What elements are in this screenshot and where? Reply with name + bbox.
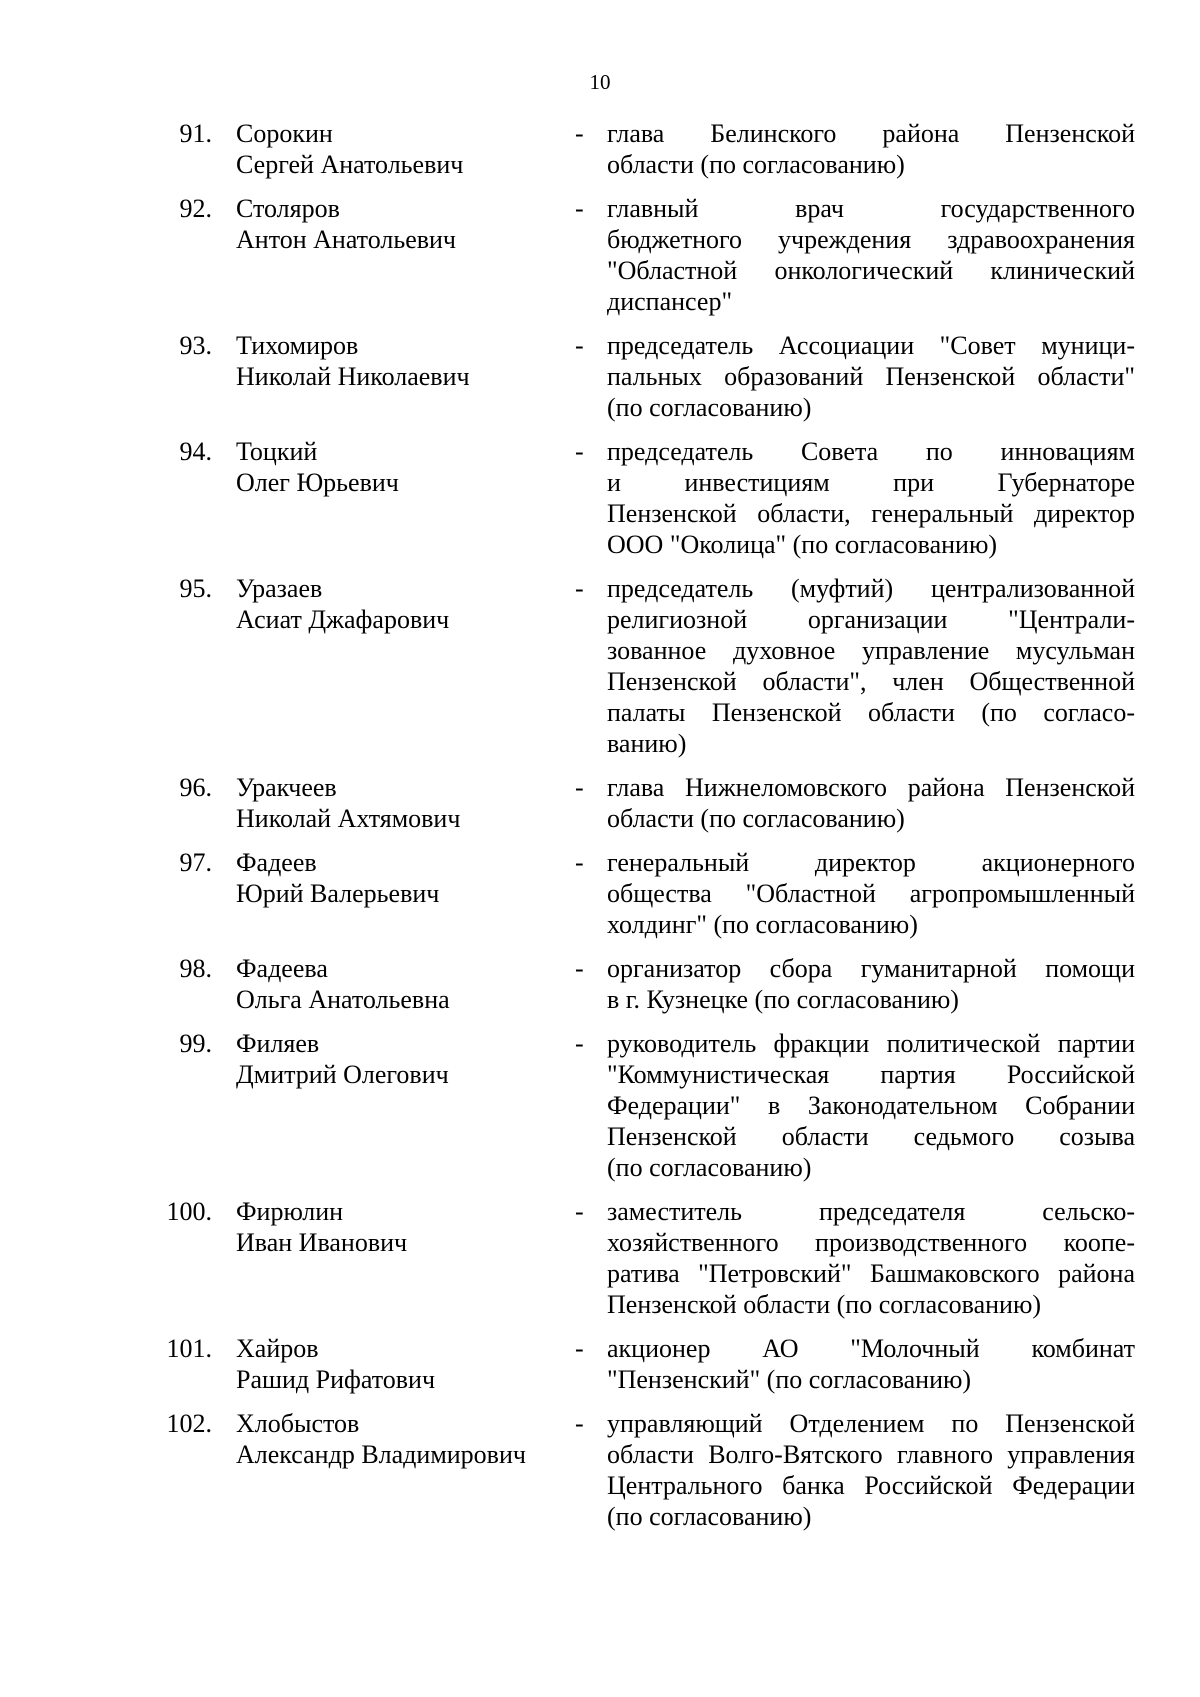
description-line: председатель Совета по инновациям (607, 437, 1135, 466)
description-line: руководитель фракции политической партии (607, 1029, 1135, 1058)
surname: Фирюлин (236, 1197, 344, 1226)
person-name (236, 1333, 566, 1395)
entry-number: 91. (179, 119, 212, 148)
description-line: Пензенской области, генеральный директор (607, 499, 1135, 528)
separator-dash: - (575, 1409, 584, 1438)
given-names: Рашид Рифатович (236, 1365, 436, 1394)
position-description (607, 772, 1135, 834)
list-item (0, 1333, 1200, 1395)
separator-dash: - (575, 437, 584, 466)
person-name (236, 772, 566, 834)
description-line: религиозной организации "Централи- (607, 605, 1135, 634)
description-line: бюджетного учреждения здравоохранения (607, 225, 1135, 254)
entry-number: 95. (179, 574, 212, 603)
entry-number: 101. (166, 1334, 212, 1363)
description-line: генеральный директор акционерного (607, 848, 1135, 877)
surname: Тихомиров (236, 331, 359, 360)
separator-dash: - (575, 119, 584, 148)
list-item (0, 573, 1200, 759)
separator-dash: - (575, 954, 584, 983)
given-names: Николай Николаевич (236, 362, 470, 391)
separator-dash: - (575, 331, 584, 360)
position-description (607, 1408, 1135, 1532)
list-item (0, 1408, 1200, 1532)
person-name (236, 1196, 566, 1258)
given-names: Юрий Валерьевич (236, 879, 440, 908)
surname: Сорокин (236, 119, 333, 148)
description-line: организатор сбора гуманитарной помощи (607, 954, 1135, 983)
description-line: Пензенской области", член Общественной (607, 667, 1135, 696)
description-line: (по согласованию) (607, 393, 812, 422)
position-description (607, 1333, 1135, 1395)
description-line: ратива "Петровский" Башмаковского района (607, 1259, 1135, 1288)
surname: Фадеева (236, 954, 328, 983)
entry-number: 94. (179, 437, 212, 466)
description-line: области Волго-Вятского главного управления (607, 1440, 1135, 1469)
separator-dash: - (575, 1197, 584, 1226)
member-list (0, 118, 1200, 1545)
given-names: Олег Юрьевич (236, 468, 399, 497)
description-line: Пензенской области седьмого созыва (607, 1122, 1135, 1151)
description-line: акционер АО "Молочный комбинат (607, 1334, 1135, 1363)
separator-dash: - (575, 1334, 584, 1363)
surname: Филяев (236, 1029, 320, 1058)
list-item (0, 330, 1200, 423)
description-line: области (по согласованию) (607, 804, 905, 833)
separator-dash: - (575, 773, 584, 802)
description-line: хозяйственного производственного коопе- (607, 1228, 1135, 1257)
position-description (607, 1196, 1135, 1320)
description-line: (по согласованию) (607, 1153, 812, 1182)
person-name (236, 847, 566, 909)
description-line: ванию) (607, 729, 687, 758)
list-item (0, 118, 1200, 180)
given-names: Асиат Джафарович (236, 605, 450, 634)
list-item (0, 193, 1200, 317)
entry-number: 97. (179, 848, 212, 877)
separator-dash: - (575, 848, 584, 877)
description-line: Федерации" в Законодательном Собрании (607, 1091, 1135, 1120)
description-line: зованное духовное управление мусульман (607, 636, 1135, 665)
position-description (607, 573, 1135, 759)
separator-dash: - (575, 1029, 584, 1058)
given-names: Антон Анатольевич (236, 225, 456, 254)
entry-number: 98. (179, 954, 212, 983)
person-name (236, 1408, 566, 1470)
description-line: управляющий Отделением по Пензенской (607, 1409, 1135, 1438)
description-line: общества "Областной агропромышленный (607, 879, 1135, 908)
description-line: "Областной онкологический клинический (607, 256, 1135, 285)
entry-number: 100. (166, 1197, 212, 1226)
surname: Столяров (236, 194, 340, 223)
person-name (236, 193, 566, 255)
position-description (607, 847, 1135, 940)
person-name (236, 953, 566, 1015)
list-item (0, 1196, 1200, 1320)
description-line: глава Нижнеломовского района Пензенской (607, 773, 1135, 802)
list-item (0, 1028, 1200, 1183)
description-line: Пензенской области (по согласованию) (607, 1290, 1042, 1319)
description-line: холдинг" (по согласованию) (607, 910, 918, 939)
list-item (0, 953, 1200, 1015)
given-names: Сергей Анатольевич (236, 150, 464, 179)
description-line: диспансер" (607, 287, 733, 316)
separator-dash: - (575, 574, 584, 603)
position-description (607, 953, 1135, 1015)
description-line: заместитель председателя сельско- (607, 1197, 1135, 1226)
given-names: Николай Ахтямович (236, 804, 461, 833)
person-name (236, 330, 566, 392)
description-line: глава Белинского района Пензенской (607, 119, 1135, 148)
person-name (236, 118, 566, 180)
surname: Уракчеев (236, 773, 337, 802)
description-line: Центрального банка Российской Федерации (607, 1471, 1135, 1500)
surname: Хлобыстов (236, 1409, 360, 1438)
surname: Хайров (236, 1334, 319, 1363)
surname: Тоцкий (236, 437, 318, 466)
entry-number: 93. (179, 331, 212, 360)
page-number: 10 (589, 70, 611, 94)
separator-dash: - (575, 194, 584, 223)
person-name (236, 1028, 566, 1090)
given-names: Ольга Анатольевна (236, 985, 450, 1014)
entry-number: 102. (166, 1409, 212, 1438)
given-names: Александр Владимирович (236, 1440, 526, 1469)
description-line: палаты Пензенской области (по согласо- (607, 698, 1135, 727)
description-line: и инвестициям при Губернаторе (607, 468, 1135, 497)
description-line: "Пензенский" (по согласованию) (607, 1365, 972, 1394)
position-description (607, 118, 1135, 180)
position-description (607, 330, 1135, 423)
description-line: в г. Кузнецке (по согласованию) (607, 985, 959, 1014)
description-line: главный врач государственного (607, 194, 1135, 223)
surname: Фадеев (236, 848, 317, 877)
entry-number: 99. (179, 1029, 212, 1058)
given-names: Дмитрий Олегович (236, 1060, 449, 1089)
given-names: Иван Иванович (236, 1228, 408, 1257)
position-description (607, 436, 1135, 560)
description-line: "Коммунистическая партия Российской (607, 1060, 1135, 1089)
description-line: ООО "Околица" (по согласованию) (607, 530, 998, 559)
person-name (236, 436, 566, 498)
description-line: председатель Ассоциации "Совет муници- (607, 331, 1135, 360)
description-line: пальных образований Пензенской области" (607, 362, 1135, 391)
entry-number: 92. (179, 194, 212, 223)
person-name (236, 573, 566, 635)
position-description (607, 193, 1135, 317)
entry-number: 96. (179, 773, 212, 802)
list-item (0, 436, 1200, 560)
list-item (0, 847, 1200, 940)
description-line: председатель (муфтий) централизованной (607, 574, 1135, 603)
list-item (0, 772, 1200, 834)
surname: Уразаев (236, 574, 323, 603)
position-description (607, 1028, 1135, 1183)
description-line: области (по согласованию) (607, 150, 905, 179)
description-line: (по согласованию) (607, 1502, 812, 1531)
